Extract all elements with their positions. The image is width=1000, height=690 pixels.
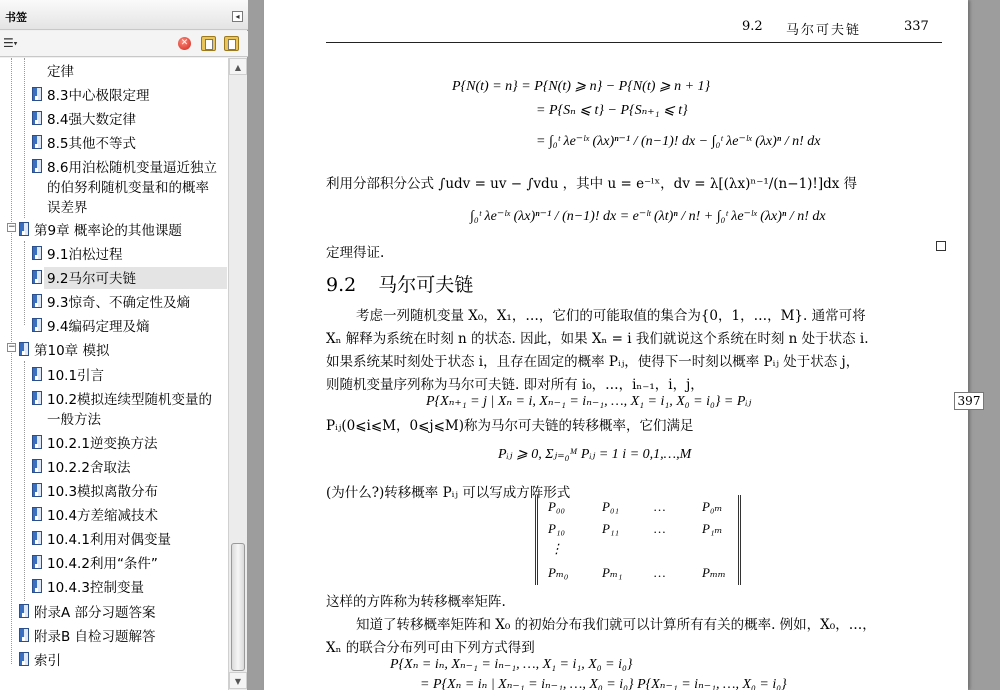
matrix-cell: P₁ₘ bbox=[702, 521, 723, 536]
section-title: 马尔可夫链 bbox=[378, 274, 474, 296]
paragraph-line: Xₙ 解释为系统在时刻 n 的状态. 因此，如果 Xₙ = i 我们就说这个系统在时刻 n 处于状态 i. bbox=[326, 331, 869, 347]
running-head-section: 9.2 bbox=[742, 19, 763, 34]
bookmark-label: 10.1引言 bbox=[47, 368, 105, 384]
bookmark-item[interactable] bbox=[47, 506, 158, 526]
pdf-page bbox=[264, 0, 968, 690]
bookmark-scrollbar[interactable] bbox=[228, 58, 247, 690]
matrix-cell: … bbox=[654, 565, 666, 580]
bookmark-label: 9.2马尔可夫链 bbox=[47, 271, 136, 287]
bookmark-item-selected[interactable] bbox=[47, 269, 136, 289]
bookmark-icon bbox=[32, 555, 42, 569]
bookmark-item[interactable] bbox=[47, 245, 122, 265]
running-head-title: 马尔可夫链 bbox=[786, 23, 862, 38]
transition-matrix bbox=[535, 495, 741, 585]
matrix-cell: … bbox=[654, 521, 666, 536]
bookmark-item[interactable] bbox=[47, 434, 157, 454]
new-bookmark-icon[interactable] bbox=[201, 36, 216, 51]
bookmark-item[interactable] bbox=[47, 390, 212, 430]
bookmark-item[interactable] bbox=[47, 110, 136, 130]
paragraph-line: (为什么?)转移概率 Pᵢⱼ 可以写成方阵形式 bbox=[326, 485, 571, 501]
bookmark-label: 8.4强大数定律 bbox=[47, 112, 136, 128]
bookmark-item[interactable] bbox=[34, 627, 156, 647]
bookmark-icon bbox=[32, 579, 42, 593]
scroll-down-icon[interactable]: ▼ bbox=[229, 672, 247, 689]
matrix-vdots: ⋮ bbox=[550, 541, 563, 556]
matrix-cell: P₁₁ bbox=[602, 521, 619, 536]
bookmark-icon bbox=[32, 159, 42, 173]
bookmark-icon bbox=[32, 246, 42, 260]
equation: Pᵢⱼ ⩾ 0, Σⱼ₌₀ᴹ Pᵢⱼ = 1 i = 0,1,…,M bbox=[498, 447, 692, 462]
paragraph-line: Xₙ 的联合分布列可由下列方式得到 bbox=[326, 640, 535, 656]
paragraph-line: 这样的方阵称为转移概率矩阵. bbox=[326, 594, 506, 610]
bookmark-label: 9.3惊奇、不确定性及熵 bbox=[47, 295, 190, 311]
bookmark-icon bbox=[32, 294, 42, 308]
bookmark-label: 9.4编码定理及熵 bbox=[47, 319, 150, 335]
bookmark-label: 误差界 bbox=[47, 200, 88, 216]
matrix-cell: Pₘ₁ bbox=[602, 565, 623, 580]
bookmarks-toolbar bbox=[0, 31, 248, 57]
bookmark-label: 10.3模拟离散分布 bbox=[47, 484, 159, 500]
bookmark-icon bbox=[19, 604, 29, 618]
bookmark-icon bbox=[32, 270, 42, 284]
equation: P{N(t) = n} = P{N(t) ⩾ n} − P{N(t) ⩾ n + 1} bbox=[452, 79, 711, 94]
bookmark-item[interactable] bbox=[34, 341, 109, 361]
header-rule bbox=[326, 42, 942, 43]
matrix-cell: Pₘ₀ bbox=[548, 565, 569, 580]
bookmarks-title: 书签 bbox=[5, 11, 27, 24]
bookmark-item[interactable] bbox=[47, 366, 104, 386]
bookmark-item[interactable] bbox=[47, 578, 144, 598]
bookmark-icon bbox=[32, 87, 42, 101]
equation: = ∫₀ᵗ λe⁻ˡˣ (λx)ⁿ⁻¹ / (n−1)! dx − ∫₀ᵗ λe⁻ˡˣ (λx)ⁿ / n! dx bbox=[536, 134, 821, 149]
bookmark-item[interactable] bbox=[47, 554, 158, 574]
delete-bookmark-icon[interactable]: ✕ bbox=[178, 37, 191, 50]
document-viewer[interactable] bbox=[248, 0, 1000, 690]
bookmark-item[interactable] bbox=[47, 86, 149, 106]
equation: = P{Sₙ ⩽ t} − P{Sₙ₊₁ ⩽ t} bbox=[536, 103, 688, 118]
equation: = P{Xₙ = iₙ | Xₙ₋₁ = iₙ₋₁, …, X₀ = i₀} P{Xₙ₋₁ = iₙ₋₁, …, X₀ = i₀} bbox=[420, 677, 787, 690]
bookmark-item[interactable] bbox=[47, 158, 217, 218]
bookmark-icon bbox=[32, 435, 42, 449]
bookmark-label: 9.1泊松过程 bbox=[47, 247, 123, 263]
bookmark-tree bbox=[0, 58, 228, 690]
bookmark-label: 10.4.3控制变量 bbox=[47, 580, 144, 596]
bookmark-label: 8.5其他不等式 bbox=[47, 136, 136, 152]
bookmark-label: 10.2.1逆变换方法 bbox=[47, 436, 158, 452]
expand-bookmark-icon[interactable] bbox=[224, 36, 239, 51]
scrollbar-thumb[interactable] bbox=[231, 543, 245, 671]
bookmark-label: 第10章 模拟 bbox=[34, 343, 110, 359]
collapse-toggle-icon[interactable]: − bbox=[8, 342, 16, 352]
bookmark-item[interactable] bbox=[34, 221, 182, 241]
matrix-cell: P₀ₘ bbox=[702, 499, 723, 514]
bookmark-label: 一般方法 bbox=[47, 412, 101, 428]
bookmark-icon bbox=[19, 652, 29, 666]
options-menu-button[interactable] bbox=[3, 35, 25, 52]
bookmark-label: 8.6用泊松随机变量逼近独立 bbox=[47, 160, 217, 176]
equation: P{Xₙ = iₙ, Xₙ₋₁ = iₙ₋₁, …, X₁ = i₁, X₀ = i₀} bbox=[390, 657, 633, 672]
bookmark-item[interactable] bbox=[47, 134, 136, 154]
list-options-icon: ☰ bbox=[3, 36, 14, 50]
bookmark-icon bbox=[19, 222, 29, 236]
bookmark-icon bbox=[32, 483, 42, 497]
scroll-up-icon[interactable]: ▲ bbox=[229, 58, 247, 75]
bookmark-label: 附录A 部分习题答案 bbox=[34, 605, 156, 621]
tree-guide-line bbox=[24, 361, 25, 601]
bookmark-label: 索引 bbox=[34, 653, 61, 669]
bookmark-icon bbox=[32, 111, 42, 125]
bookmark-label: 10.4方差缩减技术 bbox=[47, 508, 159, 524]
bookmark-label: 定律 bbox=[47, 64, 74, 80]
bookmark-item[interactable] bbox=[47, 317, 149, 337]
paragraph-line: 利用分部积分公式 ∫udv = uv − ∫vdu ，其中 u = e⁻ˡˣ，dv = λ[(λx)ⁿ⁻¹/(n−1)!]dx 得 bbox=[326, 176, 858, 192]
bookmark-item[interactable] bbox=[34, 603, 156, 623]
bookmark-icon bbox=[19, 628, 29, 642]
bookmark-icon bbox=[19, 342, 29, 356]
tree-guide-line bbox=[24, 241, 25, 325]
page-number: 337 bbox=[904, 19, 929, 34]
paragraph-line: 考虑一列随机变量 X₀，X₁，…，它们的可能取值的集合为{0，1，…，M}. 通常可将 bbox=[356, 308, 866, 324]
bookmark-label: 10.4.1利用对偶变量 bbox=[47, 532, 171, 548]
collapse-toggle-icon[interactable]: − bbox=[8, 222, 16, 232]
bookmark-label: 10.2模拟连续型随机变量的 bbox=[47, 392, 213, 408]
matrix-cell: … bbox=[654, 499, 666, 514]
paragraph-line: 定理得证. bbox=[326, 245, 385, 261]
paragraph-line: Pᵢⱼ(0⩽i⩽M，0⩽j⩽M)称为马尔可夫链的转移概率，它们满足 bbox=[326, 418, 694, 434]
equation: ∫₀ᵗ λe⁻ˡˣ (λx)ⁿ⁻¹ / (n−1)! dx = e⁻ˡᵗ (λt)ⁿ / n! + ∫₀ᵗ λe⁻ˡˣ (λx)ⁿ / n! dx bbox=[470, 209, 826, 224]
matrix-cell: P₀₀ bbox=[548, 499, 565, 514]
bookmark-label: 附录B 自检习题解答 bbox=[34, 629, 156, 645]
bookmark-label: 的伯努利随机变量和的概率 bbox=[47, 180, 209, 196]
tree-guide-line bbox=[11, 58, 12, 664]
paragraph-line: 知道了转移概率矩阵和 X₀ 的初始分布我们就可以计算所有有关的概率. 例如，X₀，…， bbox=[356, 617, 876, 633]
bookmark-icon bbox=[32, 507, 42, 521]
paragraph-line: 则随机变量序列称为马尔可夫链. 即对所有 i₀，…，iₙ₋₁，i，j， bbox=[326, 377, 704, 393]
chevron-down-icon: ▾ bbox=[13, 39, 18, 48]
paragraph-line: 如果系统某时刻处于状态 i，且存在固定的概率 Pᵢⱼ，使得下一时刻以概率 Pᵢⱼ 处于状态 j， bbox=[326, 354, 860, 370]
bookmark-label: 第9章 概率论的其他课题 bbox=[34, 223, 182, 239]
bookmark-label: 8.3中心极限定理 bbox=[47, 88, 150, 104]
margin-page-number: 397 bbox=[954, 392, 984, 410]
bookmark-item[interactable] bbox=[47, 458, 130, 478]
bookmark-icon bbox=[32, 459, 42, 473]
bookmark-label: 10.2.2舍取法 bbox=[47, 460, 131, 476]
qed-box bbox=[936, 241, 946, 251]
bookmark-label: 10.4.2利用“条件” bbox=[47, 556, 158, 572]
bookmark-icon bbox=[32, 391, 42, 405]
bookmark-icon bbox=[32, 531, 42, 545]
bookmarks-panel bbox=[0, 0, 248, 690]
collapse-panel-icon[interactable]: ◂ bbox=[232, 11, 243, 22]
bookmark-item[interactable] bbox=[47, 482, 158, 502]
bookmark-item[interactable] bbox=[47, 530, 171, 550]
matrix-cell: Pₘₘ bbox=[702, 565, 726, 580]
bookmark-icon bbox=[32, 367, 42, 381]
section-number: 9.2 bbox=[326, 274, 357, 296]
tree-guide-line bbox=[24, 58, 25, 218]
equation: P{Xₙ₊₁ = j | Xₙ = i, Xₙ₋₁ = iₙ₋₁, …, X₁ = i₁, X₀ = i₀} = Pᵢⱼ bbox=[426, 394, 752, 409]
bookmark-icon bbox=[32, 135, 42, 149]
bookmark-item[interactable] bbox=[47, 62, 74, 82]
bookmark-icon bbox=[32, 318, 42, 332]
bookmark-item[interactable] bbox=[47, 293, 190, 313]
section-heading bbox=[326, 270, 473, 297]
matrix-cell: P₁₀ bbox=[548, 521, 565, 536]
bookmark-item[interactable] bbox=[34, 651, 61, 671]
bookmarks-header bbox=[0, 0, 248, 30]
matrix-cell: P₀₁ bbox=[602, 499, 619, 514]
